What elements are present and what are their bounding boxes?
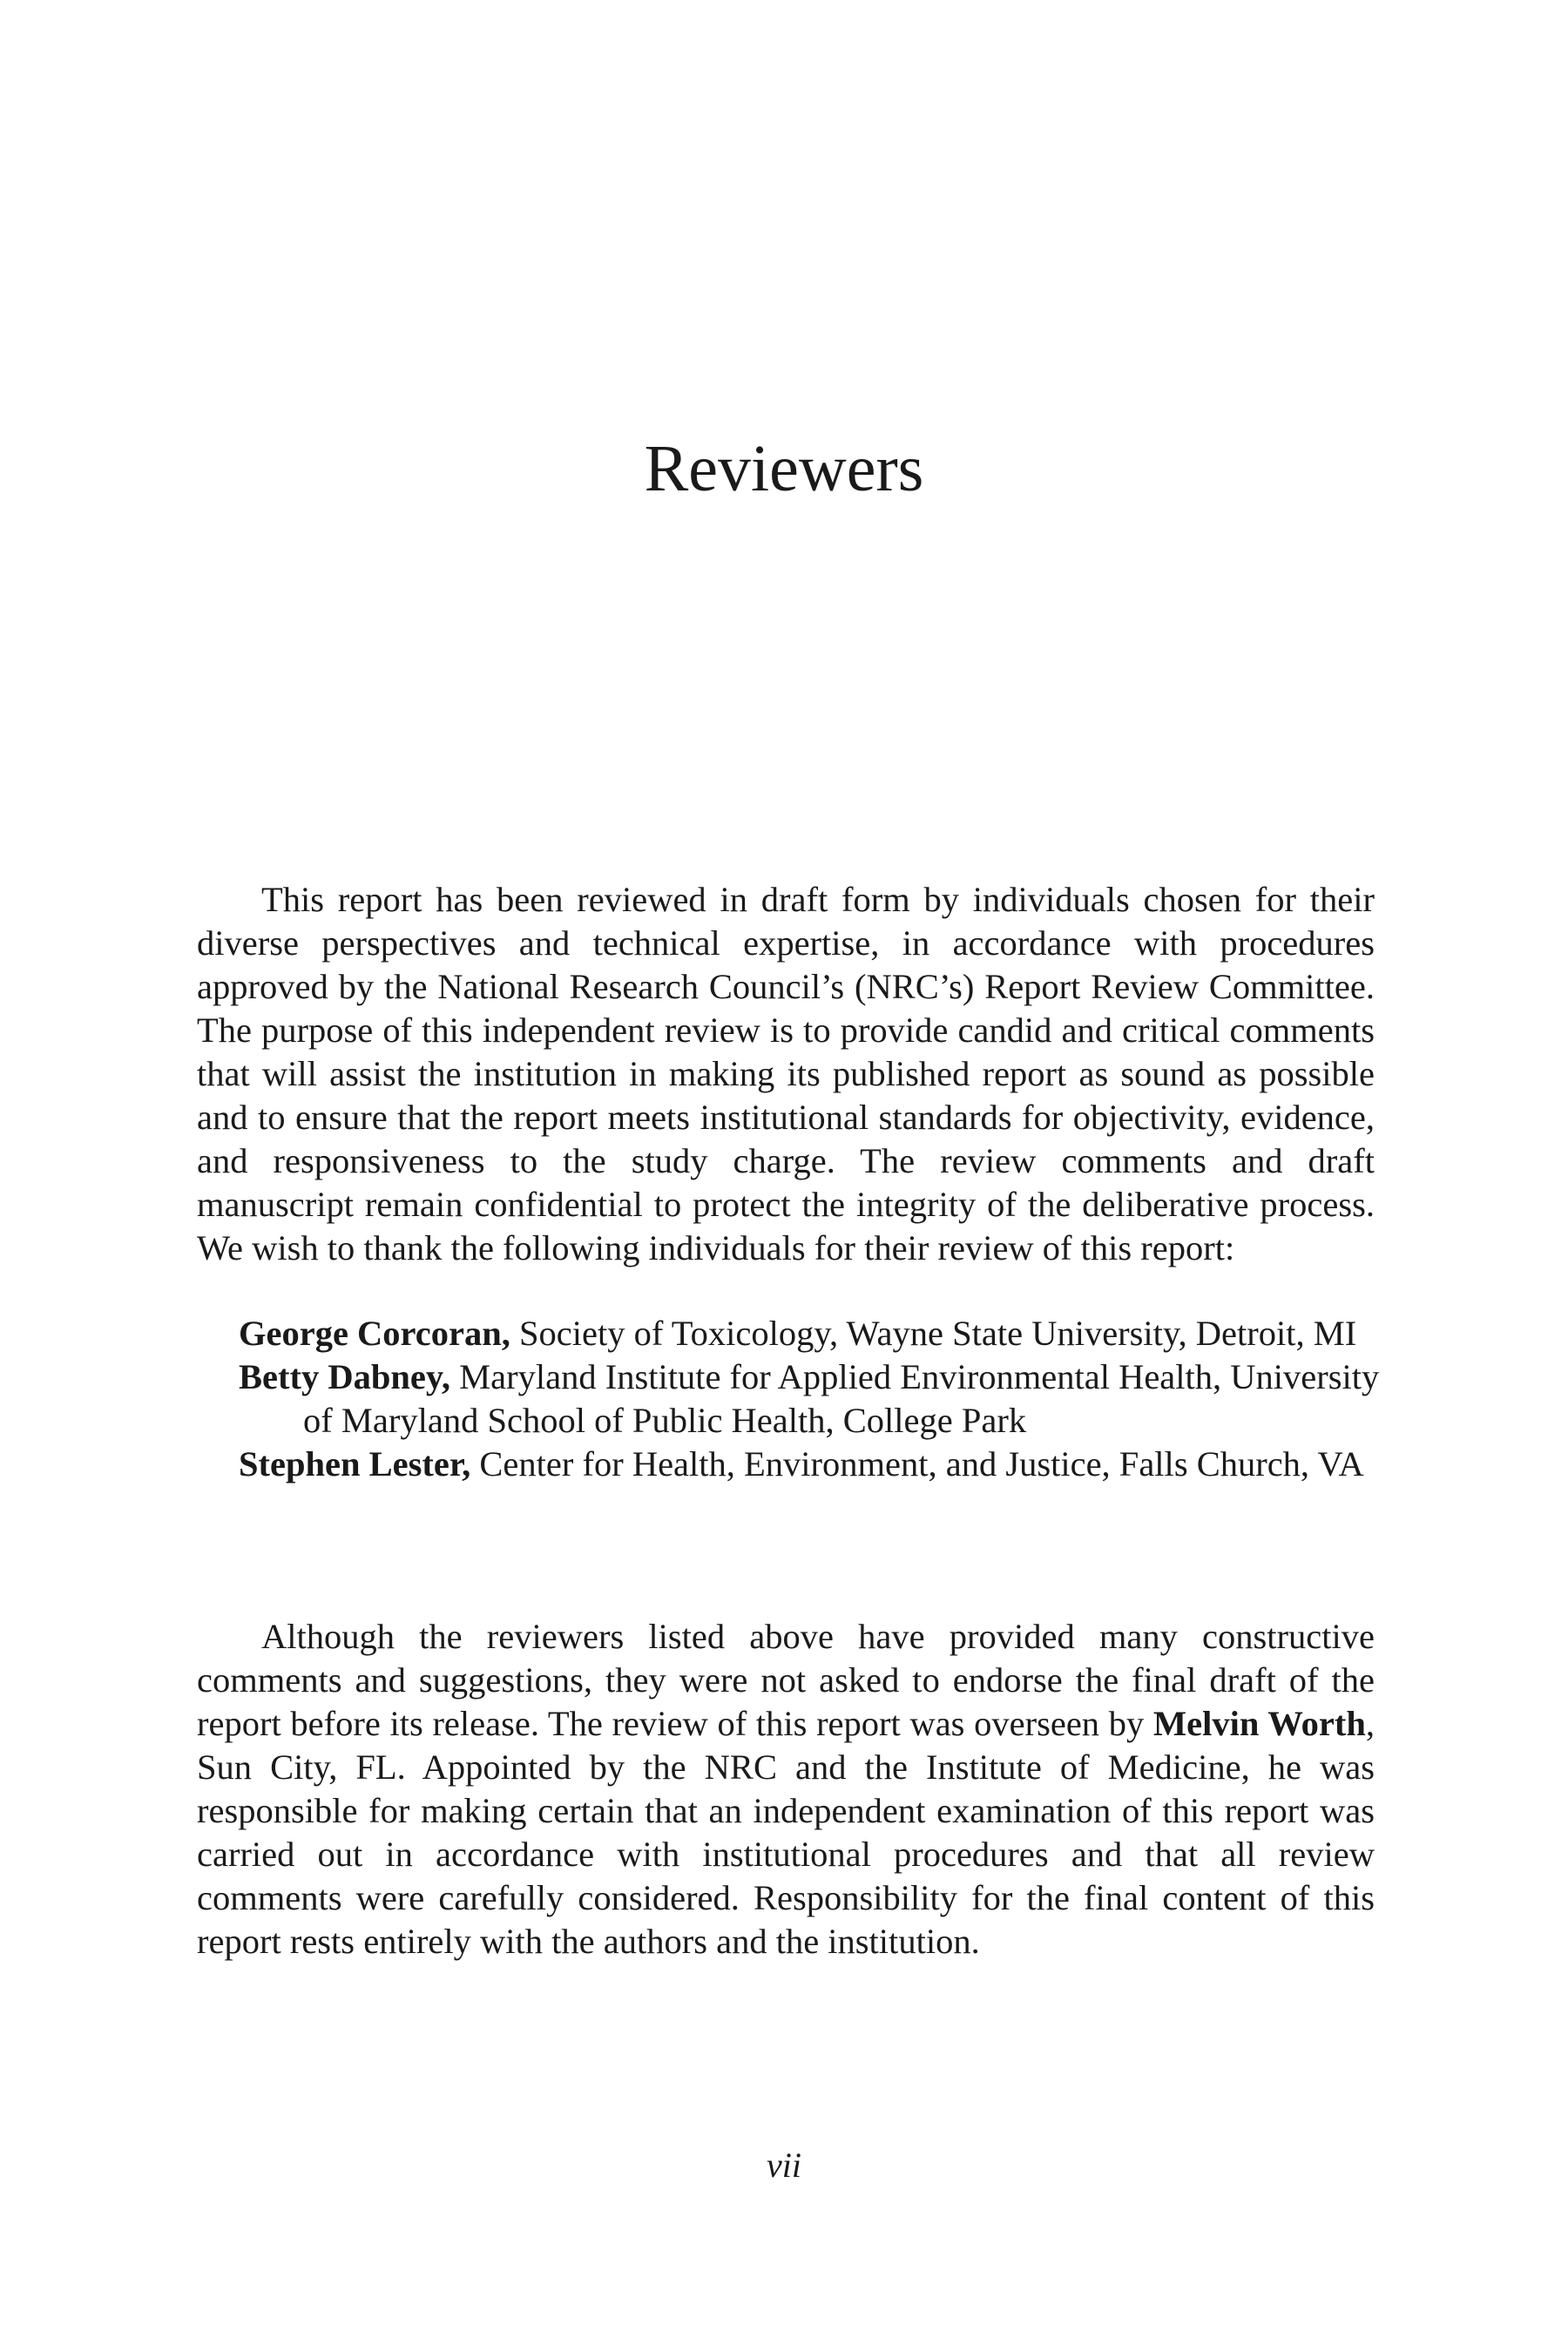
reviewer-list — [239, 1312, 1389, 1486]
page-title: Reviewers — [644, 432, 924, 505]
reviewer-entry — [239, 1355, 1389, 1443]
intro-paragraph: This report has been reviewed in draft form by individuals chosen for their diverse perspectives and technical expertise, in accordance with procedures approved by the National Research Council’s (NRC’s) Report Review Committee. The purpose of this independent review is to provide candid and critical comments that will assist the institution in making its published report as sound as possible and to ensure that the report meets institutional standards for objectivity, evidence, and responsiveness to the study charge. The review comments and draft manuscript remain confidential to protect the integrity of the deliberative process. We wish to thank the following individuals for their review of this report: — [197, 880, 1375, 1267]
reviewer-affiliation: Society of Toxicology, Wayne State University, Detroit, MI — [519, 1314, 1357, 1353]
reviewer-entry — [239, 1312, 1389, 1355]
closing-text-before: Although the reviewers listed above have provided many constructive comments and suggestions, they were not asked to endorse the final draft of the report before its release. The review of this report was overseen by — [197, 1617, 1375, 1743]
closing-text-after: , Sun City, FL. Appointed by the NRC and the Institute of Medicine, he was responsible for making certain that an independent examination of this report was carried out in accordance with institutional procedures and that all review comments were carefully considered. Responsibility for the final content of this report rests entirely with the authors and the institution. — [197, 1704, 1375, 1961]
reviewer-affiliation: Maryland Institute for Applied Environmental Health, University of Maryland School of Public Health, College Park — [303, 1357, 1380, 1440]
reviewer-entry — [239, 1443, 1389, 1486]
reviewer-name: Stephen Lester, — [239, 1444, 471, 1484]
closing-paragraph — [197, 1615, 1375, 1963]
page-number: vii — [767, 2146, 801, 2185]
reviewer-name: Betty Dabney, — [239, 1357, 450, 1396]
reviewer-affiliation: Center for Health, Environment, and Justice, Falls Church, VA — [479, 1444, 1364, 1484]
reviewer-name: George Corcoran, — [239, 1314, 510, 1353]
overseer-name: Melvin Worth — [1152, 1704, 1366, 1743]
